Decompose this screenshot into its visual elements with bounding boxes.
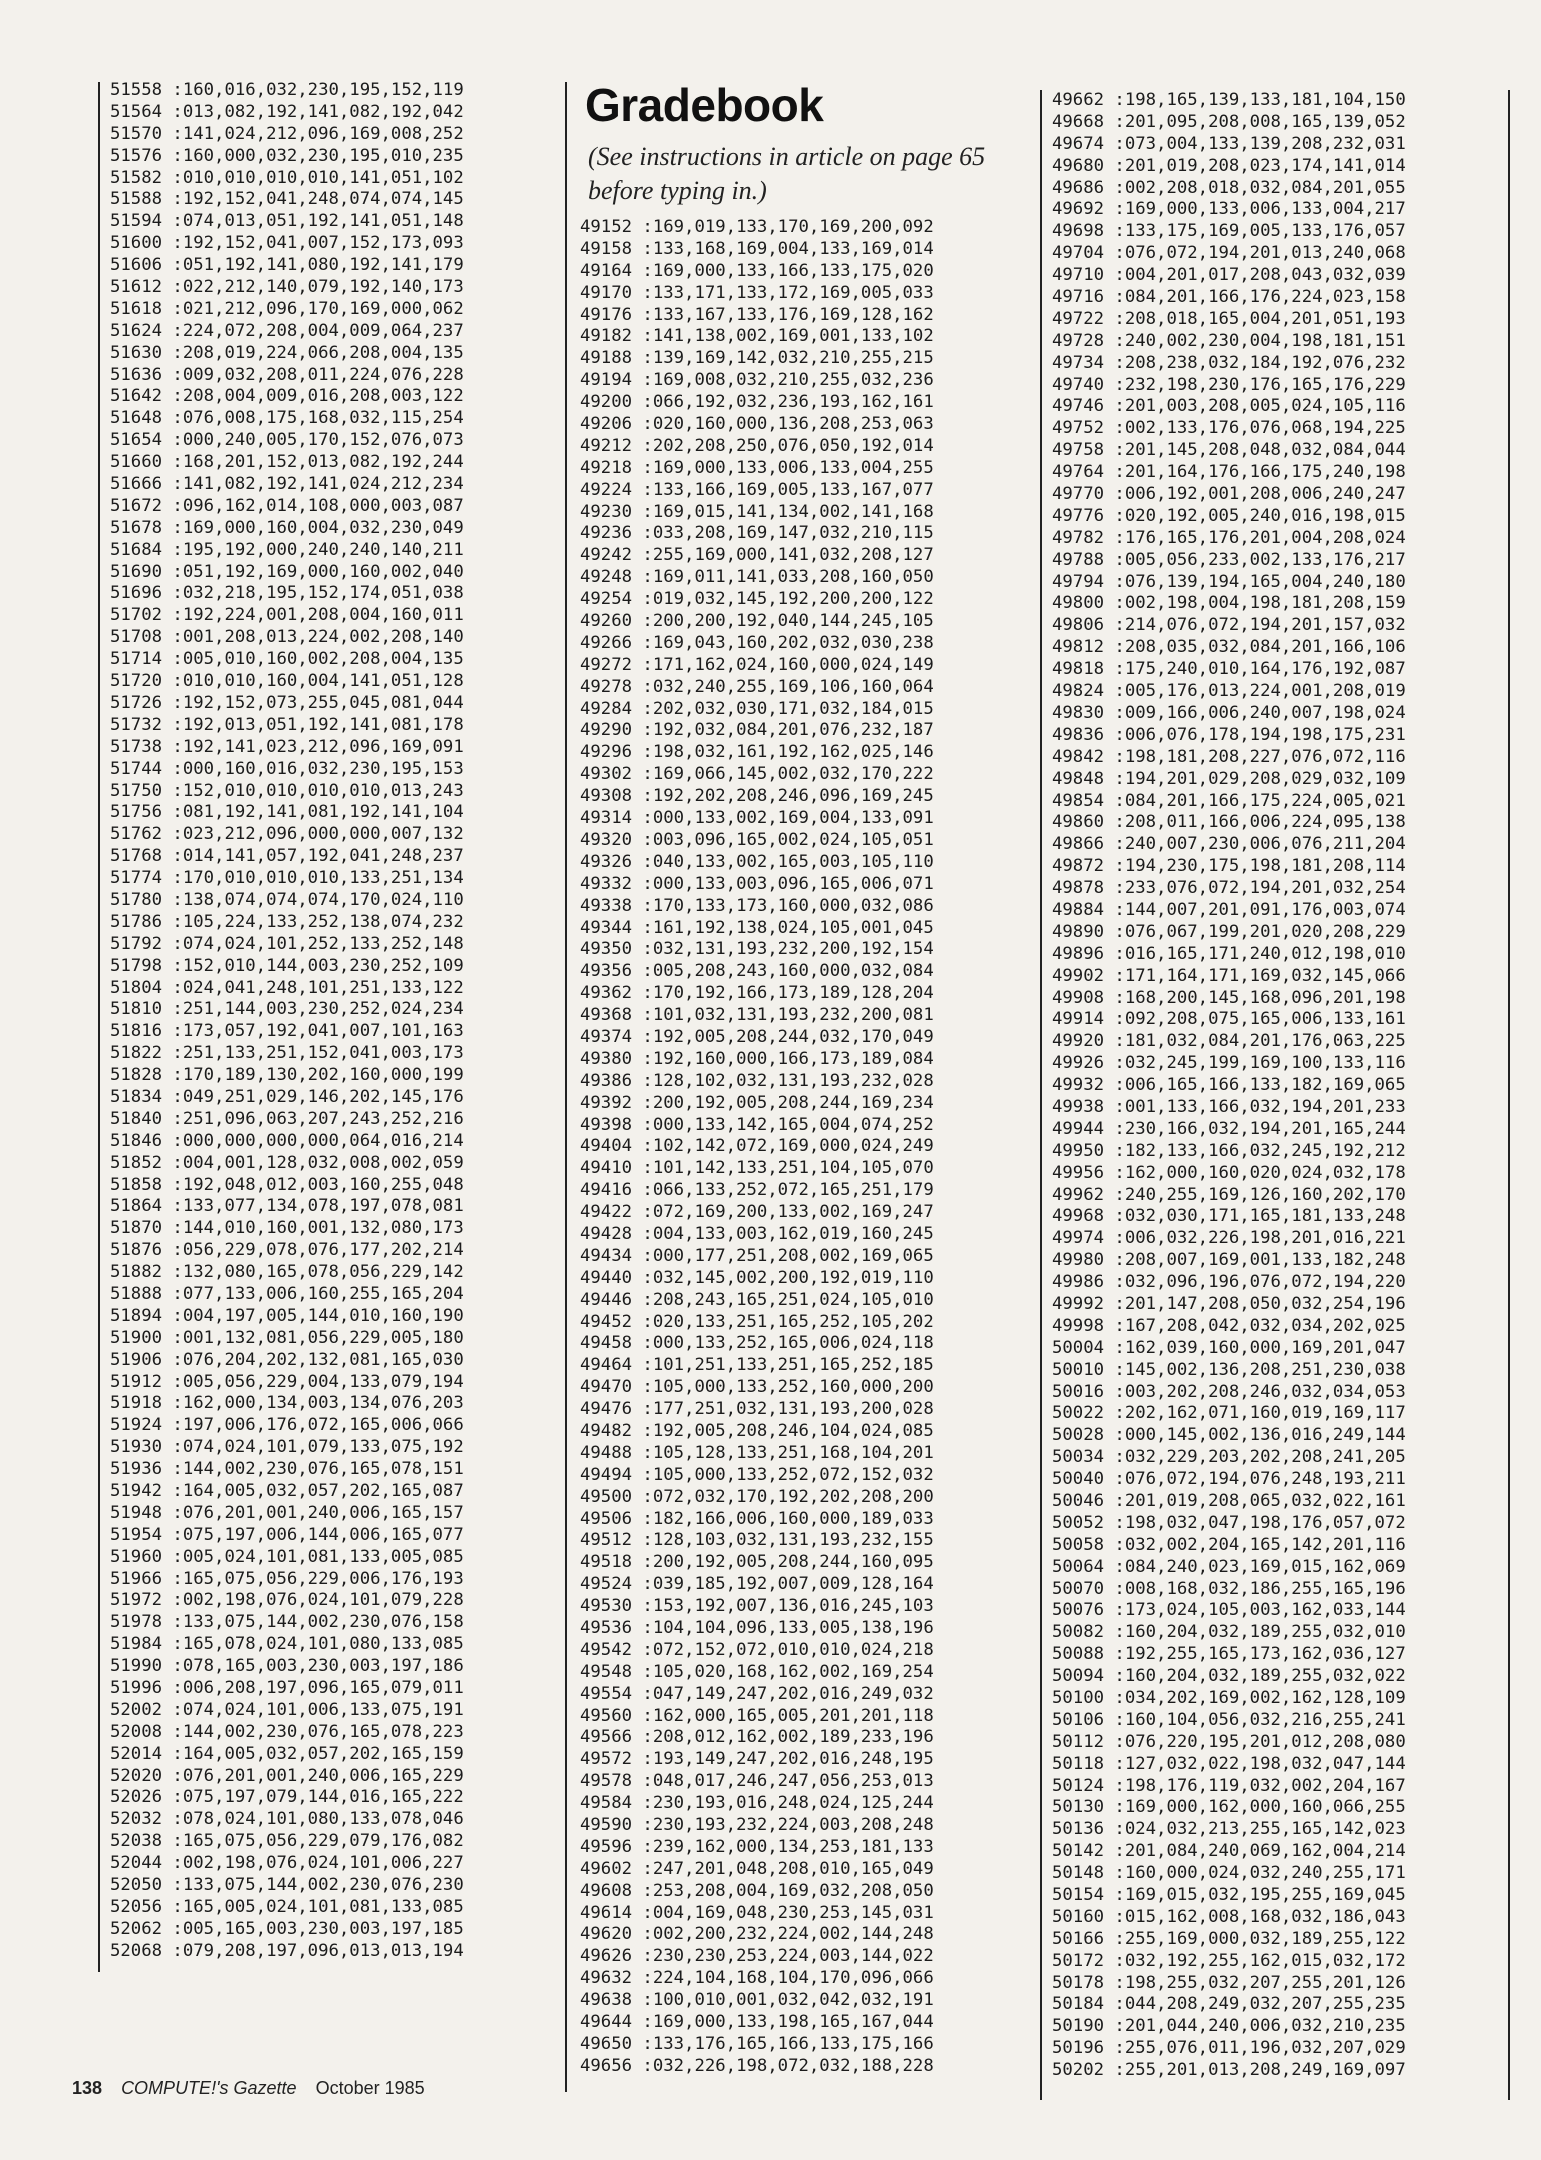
listing-line: 51798 :152,010,144,003,230,252,109 [110, 955, 464, 976]
listing-line: 49308 :192,202,208,246,096,169,245 [580, 786, 934, 807]
listing-line: 49602 :247,201,048,208,010,165,049 [580, 1858, 934, 1879]
listing-line: 49644 :169,000,133,198,165,167,044 [580, 2012, 934, 2033]
listing-line: 51864 :133,077,134,078,197,078,081 [110, 1196, 464, 1217]
listing-line: 49170 :133,171,133,172,169,005,033 [580, 282, 934, 303]
page-number: 138 [72, 2078, 103, 2098]
listing-line: 49596 :239,162,000,134,253,181,133 [580, 1836, 934, 1857]
listing-line: 49914 :092,208,075,165,006,133,161 [1052, 1009, 1406, 1030]
listing-line: 49698 :133,175,169,005,133,176,057 [1052, 221, 1406, 242]
listing-line: 49278 :032,240,255,169,106,160,064 [580, 676, 934, 697]
listing-line: 49314 :000,133,002,169,004,133,091 [580, 808, 934, 829]
listing-line: 49962 :240,255,169,126,160,202,170 [1052, 1184, 1406, 1205]
listing-line: 50052 :198,032,047,198,176,057,072 [1052, 1512, 1406, 1533]
listing-line: 49182 :141,138,002,169,001,133,102 [580, 326, 934, 347]
listing-line: 52068 :079,208,197,096,013,013,194 [110, 1940, 464, 1961]
listing-line: 50088 :192,255,165,173,162,036,127 [1052, 1644, 1406, 1665]
listing-line: 51570 :141,024,212,096,169,008,252 [110, 123, 464, 144]
listing-line: 51732 :192,013,051,192,141,081,178 [110, 714, 464, 735]
listing-line: 51852 :004,001,128,032,008,002,059 [110, 1152, 464, 1173]
listing-line: 49686 :002,208,018,032,084,201,055 [1052, 177, 1406, 198]
column-rule-right-outer [1508, 90, 1510, 2100]
listing-line: 49746 :201,003,208,005,024,105,116 [1052, 396, 1406, 417]
listing-line: 51624 :224,072,208,004,009,064,237 [110, 320, 464, 341]
listing-line: 49758 :201,145,208,048,032,084,044 [1052, 440, 1406, 461]
listing-column-2 [580, 217, 934, 2078]
listing-line: 50112 :076,220,195,201,012,208,080 [1052, 1731, 1406, 1752]
listing-line: 49374 :192,005,208,244,032,170,049 [580, 1026, 934, 1047]
listing-line: 49632 :224,104,168,104,170,096,066 [580, 1968, 934, 1989]
listing-line: 49770 :006,192,001,208,006,240,247 [1052, 484, 1406, 505]
listing-line: 49860 :208,011,166,006,224,095,138 [1052, 812, 1406, 833]
listing-line: 51678 :169,000,160,004,032,230,049 [110, 517, 464, 538]
listing-line: 51834 :049,251,029,146,202,145,176 [110, 1086, 464, 1107]
listing-line: 49926 :032,245,199,169,100,133,116 [1052, 1053, 1406, 1074]
listing-line: 51876 :056,229,078,076,177,202,214 [110, 1240, 464, 1261]
listing-line: 49356 :005,208,243,160,000,032,084 [580, 961, 934, 982]
listing-line: 50046 :201,019,208,065,032,022,161 [1052, 1491, 1406, 1511]
listing-line: 50178 :198,255,032,207,255,201,126 [1052, 1972, 1406, 1993]
listing-line: 50040 :076,072,194,076,248,193,211 [1052, 1469, 1406, 1490]
listing-line: 51786 :105,224,133,252,138,074,232 [110, 911, 464, 932]
listing-line: 51672 :096,162,014,108,000,003,087 [110, 495, 464, 516]
listing-line: 49554 :047,149,247,202,016,249,032 [580, 1683, 934, 1704]
listing-line: 49524 :039,185,192,007,009,128,164 [580, 1574, 934, 1595]
listing-line: 49752 :002,133,176,076,068,194,225 [1052, 418, 1406, 439]
listing-line: 51636 :009,032,208,011,224,076,228 [110, 364, 464, 385]
issue-date: October 1985 [315, 2078, 425, 2098]
listing-line: 49782 :176,165,176,201,004,208,024 [1052, 527, 1406, 548]
listing-line: 50094 :160,204,032,189,255,032,022 [1052, 1666, 1406, 1687]
listing-line: 51708 :001,208,013,224,002,208,140 [110, 627, 464, 648]
listing-line: 51666 :141,082,192,141,024,212,234 [110, 474, 464, 495]
listing-line: 49464 :101,251,133,251,165,252,185 [580, 1355, 934, 1376]
listing-line: 51912 :005,056,229,004,133,079,194 [110, 1371, 464, 1392]
listing-line: 51792 :074,024,101,252,133,252,148 [110, 933, 464, 954]
listing-line: 51780 :138,074,074,074,170,024,110 [110, 889, 464, 910]
listing-line: 50082 :160,204,032,189,255,032,010 [1052, 1622, 1406, 1643]
listing-line: 51828 :170,189,130,202,160,000,199 [110, 1065, 464, 1086]
listing-line: 49842 :198,181,208,227,076,072,116 [1052, 746, 1406, 767]
listing-line: 49764 :201,164,176,166,175,240,198 [1052, 462, 1406, 483]
listing-line: 50190 :201,044,240,006,032,210,235 [1052, 2016, 1406, 2037]
listing-line: 49728 :240,002,230,004,198,181,151 [1052, 330, 1406, 351]
listing-line: 49638 :100,010,001,032,042,032,191 [580, 1990, 934, 2011]
listing-line: 51684 :195,192,000,240,240,140,211 [110, 539, 464, 560]
listing-line: 49404 :102,142,072,169,000,024,249 [580, 1136, 934, 1157]
listing-line: 49674 :073,004,133,139,208,232,031 [1052, 133, 1406, 154]
listing-line: 49296 :198,032,161,192,162,025,146 [580, 742, 934, 763]
listing-line: 51810 :251,144,003,230,252,024,234 [110, 999, 464, 1020]
listing-line: 49818 :175,240,010,164,176,192,087 [1052, 659, 1406, 680]
listing-line: 51840 :251,096,063,207,243,252,216 [110, 1108, 464, 1129]
listing-line: 51774 :170,010,010,010,133,251,134 [110, 868, 464, 889]
listing-line: 49584 :230,193,016,248,024,125,244 [580, 1793, 934, 1814]
listing-line: 49794 :076,139,194,165,004,240,180 [1052, 571, 1406, 592]
listing-line: 51966 :165,075,056,229,006,176,193 [110, 1568, 464, 1589]
listing-line: 49260 :200,200,192,040,144,245,105 [580, 611, 934, 632]
listing-line: 49326 :040,133,002,165,003,105,110 [580, 851, 934, 872]
listing-line: 50160 :015,162,008,168,032,186,043 [1052, 1906, 1406, 1927]
listing-line: 51996 :006,208,197,096,165,079,011 [110, 1678, 464, 1699]
listing-line: 51558 :160,016,032,230,195,152,119 [110, 80, 464, 100]
listing-line: 49224 :133,166,169,005,133,167,077 [580, 479, 934, 500]
column-rule-left [98, 82, 100, 1972]
listing-line: 49266 :169,043,160,202,032,030,238 [580, 632, 934, 653]
listing-line: 51726 :192,152,073,255,045,081,044 [110, 692, 464, 713]
listing-line: 49542 :072,152,072,010,010,024,218 [580, 1639, 934, 1660]
listing-line: 49548 :105,020,168,162,002,169,254 [580, 1661, 934, 1682]
listing-line: 49968 :032,030,171,165,181,133,248 [1052, 1206, 1406, 1227]
listing-line: 49200 :066,192,032,236,193,162,161 [580, 392, 934, 413]
listing-line: 51600 :192,152,041,007,152,173,093 [110, 233, 464, 254]
listing-line: 49530 :153,192,007,136,016,245,103 [580, 1596, 934, 1617]
listing-line: 50058 :032,002,204,165,142,201,116 [1052, 1534, 1406, 1555]
listing-line: 49896 :016,165,171,240,012,198,010 [1052, 943, 1406, 964]
listing-line: 49734 :208,238,032,184,192,076,232 [1052, 352, 1406, 373]
listing-column-3 [1052, 90, 1406, 2082]
listing-line: 52044 :002,198,076,024,101,006,227 [110, 1853, 464, 1874]
listing-line: 51972 :002,198,076,024,101,079,228 [110, 1590, 464, 1611]
listing-line: 49992 :201,147,208,050,032,254,196 [1052, 1293, 1406, 1314]
listing-line: 49908 :168,200,145,168,096,201,198 [1052, 987, 1406, 1008]
page-footer [72, 2078, 425, 2099]
listing-line: 49722 :208,018,165,004,201,051,193 [1052, 308, 1406, 329]
listing-line: 50172 :032,192,255,162,015,032,172 [1052, 1950, 1406, 1971]
listing-line: 51744 :000,160,016,032,230,195,153 [110, 758, 464, 779]
listing-line: 49230 :169,015,141,134,002,141,168 [580, 501, 934, 522]
listing-line: 51582 :010,010,010,010,141,051,102 [110, 167, 464, 188]
listing-line: 49428 :004,133,003,162,019,160,245 [580, 1223, 934, 1244]
listing-line: 49662 :198,165,139,133,181,104,150 [1052, 90, 1406, 110]
listing-line: 52002 :074,024,101,006,133,075,191 [110, 1699, 464, 1720]
article-instructions: (See instructions in article on page 65 before typing in.) [588, 142, 986, 205]
listing-line: 49560 :162,000,165,005,201,201,118 [580, 1705, 934, 1726]
listing-line: 50154 :169,015,032,195,255,169,045 [1052, 1885, 1406, 1906]
listing-line: 50196 :255,076,011,196,032,207,029 [1052, 2038, 1406, 2059]
listing-line: 49302 :169,066,145,002,032,170,222 [580, 764, 934, 785]
listing-line: 49290 :192,032,084,201,076,232,187 [580, 720, 934, 741]
listing-line: 51564 :013,082,192,141,082,192,042 [110, 101, 464, 122]
listing-line: 49776 :020,192,005,240,016,198,015 [1052, 505, 1406, 526]
listing-line: 49212 :202,208,250,076,050,192,014 [580, 435, 934, 456]
listing-line: 52008 :144,002,230,076,165,078,223 [110, 1721, 464, 1742]
listing-line: 49830 :009,166,006,240,007,198,024 [1052, 702, 1406, 723]
listing-line: 50034 :032,229,203,202,208,241,205 [1052, 1447, 1406, 1468]
listing-line: 52014 :164,005,032,057,202,165,159 [110, 1743, 464, 1764]
listing-line: 51690 :051,192,169,000,160,002,040 [110, 561, 464, 582]
listing-line: 49872 :194,230,175,198,181,208,114 [1052, 856, 1406, 877]
listing-line: 51936 :144,002,230,076,165,078,151 [110, 1459, 464, 1480]
listing-line: 51720 :010,010,160,004,141,051,128 [110, 671, 464, 692]
listing-line: 49320 :003,096,165,002,024,105,051 [580, 829, 934, 850]
listing-line: 49788 :005,056,233,002,133,176,217 [1052, 549, 1406, 570]
listing-line: 49620 :002,200,232,224,002,144,248 [580, 1924, 934, 1945]
listing-line: 50028 :000,145,002,136,016,249,144 [1052, 1425, 1406, 1446]
listing-line: 49188 :139,169,142,032,210,255,215 [580, 348, 934, 369]
listing-line: 52050 :133,075,144,002,230,076,230 [110, 1875, 464, 1896]
listing-line: 49152 :169,019,133,170,169,200,092 [580, 217, 934, 237]
listing-line: 49206 :020,160,000,136,208,253,063 [580, 414, 934, 435]
listing-line: 49350 :032,131,193,232,200,192,154 [580, 939, 934, 960]
listing-line: 50202 :255,201,013,208,249,169,097 [1052, 2060, 1406, 2081]
listing-line: 49920 :181,032,084,201,176,063,225 [1052, 1031, 1406, 1052]
listing-line: 49650 :133,176,165,166,133,175,166 [580, 2033, 934, 2054]
listing-line: 49458 :000,133,252,165,006,024,118 [580, 1333, 934, 1354]
listing-line: 51918 :162,000,134,003,134,076,203 [110, 1393, 464, 1414]
listing-line: 49680 :201,019,208,023,174,141,014 [1052, 155, 1406, 176]
listing-line: 50022 :202,162,071,160,019,169,117 [1052, 1403, 1406, 1424]
listing-line: 49668 :201,095,208,008,165,139,052 [1052, 111, 1406, 132]
listing-line: 49884 :144,007,201,091,176,003,074 [1052, 899, 1406, 920]
listing-line: 51654 :000,240,005,170,152,076,073 [110, 430, 464, 451]
listing-line: 51870 :144,010,160,001,132,080,173 [110, 1218, 464, 1239]
listing-line: 51960 :005,024,101,081,133,005,085 [110, 1546, 464, 1567]
listing-line: 49392 :200,192,005,208,244,169,234 [580, 1092, 934, 1113]
listing-line: 50118 :127,032,022,198,032,047,144 [1052, 1753, 1406, 1774]
listing-line: 52032 :078,024,101,080,133,078,046 [110, 1809, 464, 1830]
listing-line: 50010 :145,002,136,208,251,230,038 [1052, 1359, 1406, 1380]
listing-line: 51822 :251,133,251,152,041,003,173 [110, 1043, 464, 1064]
listing-line: 49422 :072,169,200,133,002,169,247 [580, 1202, 934, 1223]
listing-line: 51942 :164,005,032,057,202,165,087 [110, 1481, 464, 1501]
listing-line: 49506 :182,166,006,160,000,189,033 [580, 1508, 934, 1529]
listing-line: 51648 :076,008,175,168,032,115,254 [110, 408, 464, 429]
listing-line: 49932 :006,165,166,133,182,169,065 [1052, 1075, 1406, 1096]
listing-line: 49812 :208,035,032,084,201,166,106 [1052, 637, 1406, 658]
listing-line: 49242 :255,169,000,141,032,208,127 [580, 545, 934, 566]
listing-line: 49980 :208,007,169,001,133,182,248 [1052, 1250, 1406, 1271]
listing-line: 51612 :022,212,140,079,192,140,173 [110, 277, 464, 298]
listing-line: 49158 :133,168,169,004,133,169,014 [580, 238, 934, 259]
listing-line: 50124 :198,176,119,032,002,204,167 [1052, 1775, 1406, 1796]
listing-line: 49470 :105,000,133,252,160,000,200 [580, 1377, 934, 1398]
listing-line: 49386 :128,102,032,131,193,232,028 [580, 1070, 934, 1091]
listing-line: 51642 :208,004,009,016,208,003,122 [110, 386, 464, 407]
listing-line: 49590 :230,193,232,224,003,208,248 [580, 1815, 934, 1836]
listing-line: 49434 :000,177,251,208,002,169,065 [580, 1245, 934, 1266]
listing-line: 49248 :169,011,141,033,208,160,050 [580, 567, 934, 588]
listing-line: 49716 :084,201,166,176,224,023,158 [1052, 287, 1406, 308]
listing-line: 49986 :032,096,196,076,072,194,220 [1052, 1272, 1406, 1293]
listing-line: 51894 :004,197,005,144,010,160,190 [110, 1305, 464, 1326]
listing-line: 51990 :078,165,003,230,003,197,186 [110, 1656, 464, 1677]
listing-line: 50136 :024,032,213,255,165,142,023 [1052, 1819, 1406, 1840]
listing-line: 50070 :008,168,032,186,255,165,196 [1052, 1578, 1406, 1599]
listing-line: 49848 :194,201,029,208,029,032,109 [1052, 768, 1406, 789]
listing-line: 49476 :177,251,032,131,193,200,028 [580, 1399, 934, 1420]
listing-line: 49440 :032,145,002,200,192,019,110 [580, 1267, 934, 1288]
listing-line: 51714 :005,010,160,002,208,004,135 [110, 649, 464, 670]
listing-line: 49578 :048,017,246,247,056,253,013 [580, 1771, 934, 1792]
listing-line: 49176 :133,167,133,176,169,128,162 [580, 304, 934, 325]
listing-line: 49164 :169,000,133,166,133,175,020 [580, 260, 934, 281]
listing-line: 49236 :033,208,169,147,032,210,115 [580, 523, 934, 544]
listing-line: 49482 :192,005,208,246,104,024,085 [580, 1420, 934, 1441]
listing-line: 49974 :006,032,226,198,201,016,221 [1052, 1228, 1406, 1249]
listing-line: 50142 :201,084,240,069,162,004,214 [1052, 1841, 1406, 1862]
listing-line: 51984 :165,078,024,101,080,133,085 [110, 1634, 464, 1655]
listing-line: 49956 :162,000,160,020,024,032,178 [1052, 1162, 1406, 1183]
listing-line: 49614 :004,169,048,230,253,145,031 [580, 1902, 934, 1923]
listing-line: 51762 :023,212,096,000,000,007,132 [110, 824, 464, 845]
listing-line: 49626 :230,230,253,224,003,144,022 [580, 1946, 934, 1967]
listing-line: 52020 :076,201,001,240,006,165,229 [110, 1765, 464, 1786]
listing-line: 49284 :202,032,030,171,032,184,015 [580, 698, 934, 719]
listing-line: 49890 :076,067,199,201,020,208,229 [1052, 921, 1406, 942]
listing-line: 51906 :076,204,202,132,081,165,030 [110, 1349, 464, 1370]
listing-line: 51594 :074,013,051,192,141,051,148 [110, 211, 464, 232]
listing-line: 50130 :169,000,162,000,160,066,255 [1052, 1797, 1406, 1818]
listing-line: 51900 :001,132,081,056,229,005,180 [110, 1327, 464, 1348]
listing-line: 49800 :002,198,004,198,181,208,159 [1052, 593, 1406, 614]
listing-line: 49806 :214,076,072,194,201,157,032 [1052, 615, 1406, 636]
listing-line: 49878 :233,076,072,194,201,032,254 [1052, 878, 1406, 899]
listing-line: 51948 :076,201,001,240,006,165,157 [110, 1502, 464, 1523]
listing-line: 49410 :101,142,133,251,104,105,070 [580, 1158, 934, 1179]
column-rule-right-inner [1040, 90, 1042, 2100]
listing-line: 49902 :171,164,171,169,032,145,066 [1052, 965, 1406, 986]
listing-line: 49344 :161,192,138,024,105,001,045 [580, 917, 934, 938]
listing-line: 49656 :032,226,198,072,032,188,228 [580, 2055, 934, 2076]
listing-line: 52038 :165,075,056,229,079,176,082 [110, 1831, 464, 1852]
listing-line: 49272 :171,162,024,160,000,024,149 [580, 654, 934, 675]
listing-line: 51846 :000,000,000,000,064,016,214 [110, 1130, 464, 1151]
column-rule-middle [565, 82, 567, 2092]
listing-line: 49740 :232,198,230,176,165,176,229 [1052, 374, 1406, 395]
listing-line: 51660 :168,201,152,013,082,192,244 [110, 452, 464, 473]
listing-line: 49824 :005,176,013,224,001,208,019 [1052, 681, 1406, 702]
listing-line: 51576 :160,000,032,230,195,010,235 [110, 145, 464, 166]
listing-line: 49218 :169,000,133,006,133,004,255 [580, 457, 934, 478]
listing-line: 51930 :074,024,101,079,133,075,192 [110, 1437, 464, 1458]
listing-line: 49452 :020,133,251,165,252,105,202 [580, 1311, 934, 1332]
listing-line: 49998 :167,208,042,032,034,202,025 [1052, 1315, 1406, 1336]
listing-line: 51978 :133,075,144,002,230,076,158 [110, 1612, 464, 1633]
listing-line: 50166 :255,169,000,032,189,255,122 [1052, 1928, 1406, 1949]
listing-line: 49572 :193,149,247,202,016,248,195 [580, 1749, 934, 1770]
article-title: Gradebook [585, 79, 824, 131]
listing-line: 49536 :104,104,096,133,005,138,196 [580, 1618, 934, 1638]
listing-line: 49332 :000,133,003,096,165,006,071 [580, 873, 934, 894]
listing-line: 49338 :170,133,173,160,000,032,086 [580, 895, 934, 916]
listing-line: 51750 :152,010,010,010,010,013,243 [110, 780, 464, 801]
listing-line: 49938 :001,133,166,032,194,201,233 [1052, 1096, 1406, 1117]
listing-line: 49608 :253,208,004,169,032,208,050 [580, 1880, 934, 1901]
listing-line: 49446 :208,243,165,251,024,105,010 [580, 1289, 934, 1310]
listing-line: 51888 :077,133,006,160,255,165,204 [110, 1283, 464, 1304]
listing-line: 51924 :197,006,176,072,165,006,066 [110, 1415, 464, 1436]
listing-line: 51696 :032,218,195,152,174,051,038 [110, 583, 464, 604]
listing-line: 51630 :208,019,224,066,208,004,135 [110, 342, 464, 363]
listing-line: 49488 :105,128,133,251,168,104,201 [580, 1442, 934, 1463]
listing-line: 50064 :084,240,023,169,015,162,069 [1052, 1556, 1406, 1577]
listing-line: 50148 :160,000,024,032,240,255,171 [1052, 1863, 1406, 1884]
listing-line: 50184 :044,208,249,032,207,255,235 [1052, 1994, 1406, 2015]
listing-line: 49518 :200,192,005,208,244,160,095 [580, 1552, 934, 1573]
listing-line: 51768 :014,141,057,192,041,248,237 [110, 846, 464, 867]
listing-line: 51618 :021,212,096,170,169,000,062 [110, 298, 464, 319]
listing-column-1 [110, 80, 464, 1963]
listing-line: 50076 :173,024,105,003,162,033,144 [1052, 1600, 1406, 1621]
listing-line: 51804 :024,041,248,101,251,133,122 [110, 977, 464, 998]
listing-line: 51606 :051,192,141,080,192,141,179 [110, 255, 464, 276]
listing-line: 51954 :075,197,006,144,006,165,077 [110, 1524, 464, 1545]
listing-line: 49836 :006,076,178,194,198,175,231 [1052, 724, 1406, 745]
listing-line: 49566 :208,012,162,002,189,233,196 [580, 1727, 934, 1748]
listing-line: 49368 :101,032,131,193,232,200,081 [580, 1005, 934, 1026]
listing-line: 49380 :192,160,000,166,173,189,084 [580, 1048, 934, 1069]
listing-line: 51816 :173,057,192,041,007,101,163 [110, 1021, 464, 1042]
listing-line: 49950 :182,133,166,032,245,192,212 [1052, 1140, 1406, 1161]
listing-line: 52026 :075,197,079,144,016,165,222 [110, 1787, 464, 1808]
listing-line: 52062 :005,165,003,230,003,197,185 [110, 1918, 464, 1939]
listing-line: 49710 :004,201,017,208,043,032,039 [1052, 265, 1406, 286]
listing-line: 49494 :105,000,133,252,072,152,032 [580, 1464, 934, 1485]
listing-line: 52056 :165,005,024,101,081,133,085 [110, 1896, 464, 1917]
listing-line: 49500 :072,032,170,192,202,208,200 [580, 1486, 934, 1507]
listing-line: 49866 :240,007,230,006,076,211,204 [1052, 834, 1406, 855]
listing-line: 49512 :128,103,032,131,193,232,155 [580, 1530, 934, 1551]
listing-line: 51756 :081,192,141,081,192,141,104 [110, 802, 464, 823]
listing-line: 51882 :132,080,165,078,056,229,142 [110, 1262, 464, 1283]
listing-line: 50016 :003,202,208,246,032,034,053 [1052, 1381, 1406, 1402]
listing-line: 50106 :160,104,056,032,216,255,241 [1052, 1709, 1406, 1730]
listing-line: 49704 :076,072,194,201,013,240,068 [1052, 243, 1406, 264]
listing-line: 49398 :000,133,142,165,004,074,252 [580, 1114, 934, 1135]
listing-line: 49944 :230,166,032,194,201,165,244 [1052, 1118, 1406, 1139]
listing-line: 50100 :034,202,169,002,162,128,109 [1052, 1688, 1406, 1709]
listing-line: 51588 :192,152,041,248,074,074,145 [110, 189, 464, 210]
listing-line: 49416 :066,133,252,072,165,251,179 [580, 1180, 934, 1201]
listing-line: 51738 :192,141,023,212,096,169,091 [110, 736, 464, 757]
listing-line: 49362 :170,192,166,173,189,128,204 [580, 983, 934, 1004]
listing-line: 51702 :192,224,001,208,004,160,011 [110, 605, 464, 626]
listing-line: 50004 :162,039,160,000,169,201,047 [1052, 1337, 1406, 1358]
listing-line: 49854 :084,201,166,175,224,005,021 [1052, 790, 1406, 811]
listing-line: 51858 :192,048,012,003,160,255,048 [110, 1174, 464, 1195]
listing-line: 49692 :169,000,133,006,133,004,217 [1052, 199, 1406, 220]
listing-line: 49194 :169,008,032,210,255,032,236 [580, 370, 934, 391]
magazine-name: COMPUTE!'s Gazette [121, 2078, 297, 2098]
listing-line: 49254 :019,032,145,192,200,200,122 [580, 589, 934, 610]
